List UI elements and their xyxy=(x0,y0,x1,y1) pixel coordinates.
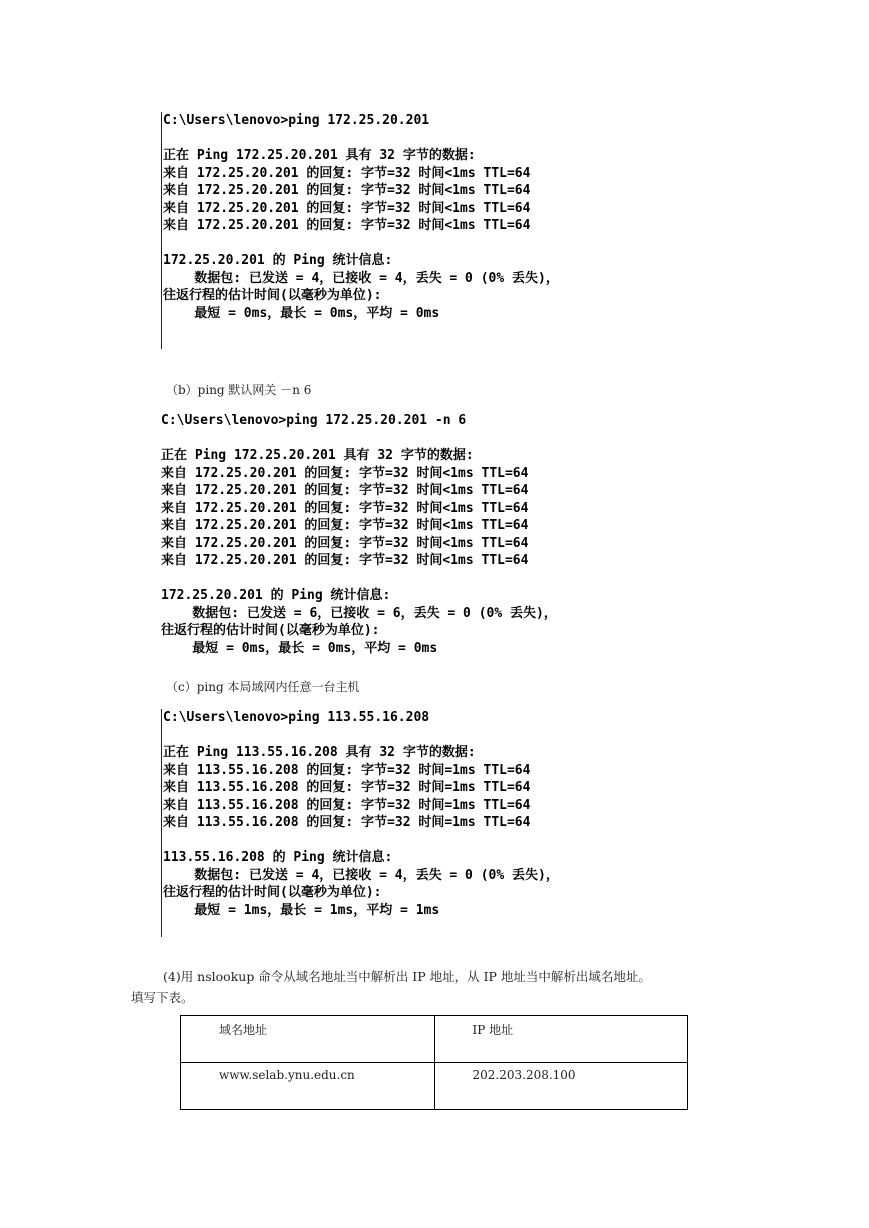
console-line: 正在 Ping 172.25.20.201 具有 32 字节的数据: xyxy=(163,148,476,163)
console-line: C:\Users\lenovo>ping 113.55.16.208 xyxy=(163,710,430,725)
console-line: 数据包: 已发送 = 4，已接收 = 4，丢失 = 0 (0% 丢失)， xyxy=(163,270,559,286)
console-line: 正在 Ping 172.25.20.201 具有 32 字节的数据: xyxy=(161,448,474,463)
console-line: 来自 172.25.20.201 的回复: 字节=32 时间<1ms TTL=64 xyxy=(161,553,529,568)
console-output-a xyxy=(161,112,643,349)
console-line: 往返行程的估计时间(以毫秒为单位): xyxy=(163,288,382,303)
table-row xyxy=(181,1063,688,1110)
console-line: 来自 113.55.16.208 的回复: 字节=32 时间=1ms TTL=64 xyxy=(163,780,531,795)
table-header-row xyxy=(181,1016,688,1063)
console-blank-line xyxy=(163,235,643,253)
instruction-line-2: 填写下表。 xyxy=(131,990,194,1005)
console-line: 来自 113.55.16.208 的回复: 字节=32 时间=1ms TTL=64 xyxy=(163,797,531,813)
console-line: 来自 172.25.20.201 的回复: 字节=32 时间<1ms TTL=64 xyxy=(163,200,531,216)
console-line: 113.55.16.208 的 Ping 统计信息: xyxy=(163,850,393,865)
instruction-paragraph xyxy=(131,966,751,1008)
console-line: 来自 172.25.20.201 的回复: 字节=32 时间<1ms TTL=64 xyxy=(161,483,529,498)
console-line: 172.25.20.201 的 Ping 统计信息: xyxy=(161,588,391,603)
console-line: 最短 = 1ms，最长 = 1ms，平均 = 1ms xyxy=(163,902,440,918)
console-blank-line xyxy=(161,570,641,588)
console-line: 数据包: 已发送 = 6，已接收 = 6，丢失 = 0 (0% 丢失)， xyxy=(161,605,557,621)
console-line: 最短 = 0ms，最长 = 0ms，平均 = 0ms xyxy=(161,640,438,656)
console-blank-line xyxy=(163,130,643,148)
console-line: 正在 Ping 113.55.16.208 具有 32 字节的数据: xyxy=(163,745,476,760)
console-line: 来自 172.25.20.201 的回复: 字节=32 时间<1ms TTL=64 xyxy=(161,518,529,533)
console-line: 来自 172.25.20.201 的回复: 字节=32 时间<1ms TTL=64 xyxy=(163,165,531,181)
console-line: 来自 172.25.20.201 的回复: 字节=32 时间<1ms TTL=64 xyxy=(161,465,529,481)
console-line: 数据包: 已发送 = 4，已接收 = 4，丢失 = 0 (0% 丢失)， xyxy=(163,867,559,883)
console-line: 往返行程的估计时间(以毫秒为单位): xyxy=(163,885,382,900)
console-output-b xyxy=(161,412,641,657)
table-cell-domain: www.selab.ynu.edu.cn xyxy=(181,1063,435,1110)
console-line: 来自 172.25.20.201 的回复: 字节=32 时间<1ms TTL=64 xyxy=(161,535,529,551)
caption-b: （b）ping 默认网关 －n 6 xyxy=(166,383,312,397)
console-output-c xyxy=(161,709,643,937)
table-header-domain: 域名地址 xyxy=(181,1016,435,1063)
nslookup-table xyxy=(180,1015,688,1110)
instruction-line-1: (4)用 nslookup 命令从域名地址当中解析出 IP 地址，从 IP 地址当中解析出域名地址。 xyxy=(163,969,651,984)
caption-c: （c）ping 本局域网内任意一台主机 xyxy=(166,680,360,694)
console-line: 来自 172.25.20.201 的回复: 字节=32 时间<1ms TTL=64 xyxy=(163,218,531,233)
console-line: C:\Users\lenovo>ping 172.25.20.201 xyxy=(163,113,430,128)
table-cell-ip: 202.203.208.100 xyxy=(434,1063,688,1110)
console-line: 来自 172.25.20.201 的回复: 字节=32 时间<1ms TTL=64 xyxy=(161,500,529,516)
console-line: C:\Users\lenovo>ping 172.25.20.201 -n 6 xyxy=(161,413,467,428)
console-line: 往返行程的估计时间(以毫秒为单位): xyxy=(161,623,380,638)
console-line: 最短 = 0ms，最长 = 0ms，平均 = 0ms xyxy=(163,305,440,321)
console-blank-line xyxy=(161,430,641,448)
console-line: 来自 113.55.16.208 的回复: 字节=32 时间=1ms TTL=64 xyxy=(163,815,531,830)
console-blank-line xyxy=(163,832,643,850)
console-line: 来自 113.55.16.208 的回复: 字节=32 时间=1ms TTL=64 xyxy=(163,762,531,778)
console-blank-line xyxy=(163,727,643,745)
table-header-ip: IP 地址 xyxy=(434,1016,688,1063)
console-line: 172.25.20.201 的 Ping 统计信息: xyxy=(163,253,393,268)
console-line: 来自 172.25.20.201 的回复: 字节=32 时间<1ms TTL=64 xyxy=(163,183,531,198)
